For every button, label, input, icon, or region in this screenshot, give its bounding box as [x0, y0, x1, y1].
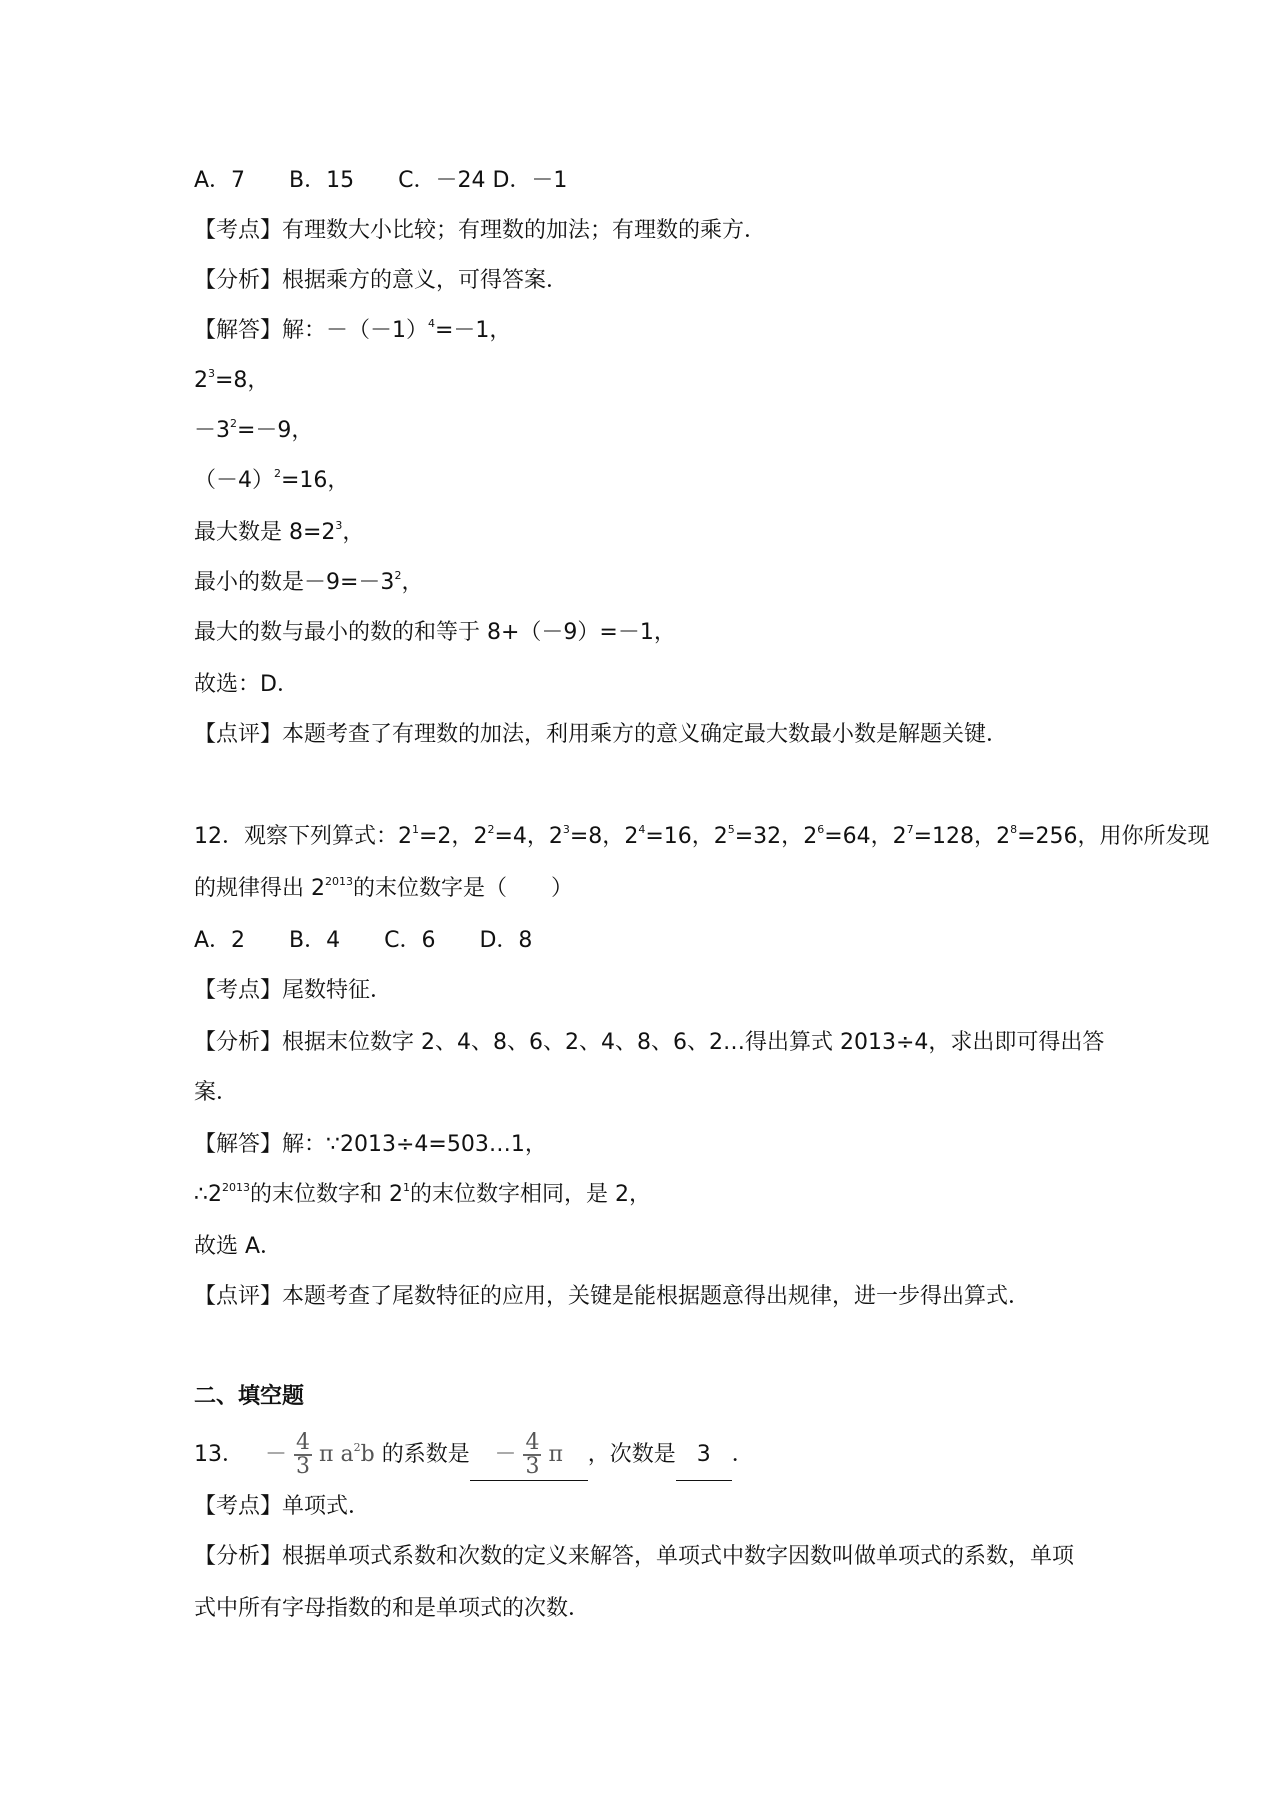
text: ． — [731, 1442, 754, 1467]
text: 【解答】解：－（－1） — [194, 318, 428, 343]
q11-step-3 — [194, 416, 313, 446]
variable-b: b — [360, 1442, 375, 1467]
exponent: 4 — [428, 317, 435, 330]
pi-symbol: π — [548, 1442, 563, 1467]
q11-dianping: 【点评】本题考查了有理数的加法，利用乘方的意义确定最大数最小数是解题关键． — [194, 722, 1009, 747]
power-term — [398, 824, 473, 849]
power-term — [624, 824, 713, 849]
q12-step-3: 故选 A． — [194, 1234, 283, 1259]
power-term — [803, 824, 892, 849]
q11-step-4 — [194, 466, 349, 496]
text: ， — [342, 520, 365, 545]
exponent: 2 — [230, 417, 237, 430]
section-heading: 二、填空题 — [194, 1384, 305, 1409]
fraction-denominator: 3 — [296, 1454, 311, 1479]
degree-answer-blank: 3 — [676, 1430, 732, 1481]
power-term — [473, 824, 548, 849]
power-term — [893, 824, 996, 849]
power-term — [549, 824, 624, 849]
fraction-numerator: 4 — [525, 1430, 540, 1455]
variable-a: a — [340, 1442, 354, 1467]
exponent: 3 — [335, 519, 343, 532]
q13-expression — [265, 1430, 382, 1479]
exponent: 2 — [274, 467, 281, 480]
power-base: 2 — [713, 824, 728, 849]
power-exponent: 5 — [727, 823, 735, 836]
q12-stem-2 — [194, 874, 573, 904]
q12-dianping: 【点评】本题考查了尾数特征的应用，关键是能根据题意得出规律，进一步得出算式． — [194, 1284, 1031, 1309]
power-value: =2， — [419, 824, 474, 849]
q12-power-list — [398, 824, 1100, 849]
q11-kaodian: 【考点】有理数大小比较；有理数的加法；有理数的乘方． — [194, 218, 767, 243]
power-base: 2 — [624, 824, 639, 849]
power-base: 2 — [548, 824, 563, 849]
power-exponent: 2 — [487, 823, 495, 836]
text: =－9， — [237, 418, 314, 443]
power-value: =128， — [913, 824, 997, 849]
text: 2 — [194, 368, 208, 393]
power-exponent: 3 — [562, 823, 570, 836]
text: －3 — [194, 418, 230, 443]
fraction-numerator: 4 — [296, 1430, 311, 1455]
q12-options: A．2 B．4 C．6 D．8 — [194, 928, 533, 953]
q12-kaodian: 【考点】尾数特征． — [194, 978, 393, 1003]
exponent: 2 — [394, 569, 402, 582]
q13-kaodian: 【考点】单项式． — [194, 1494, 371, 1519]
power-exponent: 8 — [1010, 823, 1018, 836]
q13-number: 13． — [194, 1442, 244, 1467]
q12-fenxi-cont: 案． — [194, 1080, 239, 1105]
q11-step-5 — [194, 518, 364, 548]
exponent: 2013 — [222, 1181, 250, 1194]
power-exponent: 6 — [817, 823, 825, 836]
q12-jieda: 【解答】解：∵2013÷4=503…1， — [194, 1132, 547, 1157]
text: 最小的数是－9=－3 — [194, 570, 395, 595]
text: ， — [401, 570, 424, 595]
power-base: 2 — [892, 824, 907, 849]
exponent: 3 — [208, 367, 215, 380]
text: ∴2 — [194, 1182, 222, 1207]
power-exponent: 1 — [412, 823, 419, 836]
q11-options: A．7 B．15 C．－24 D．－1 — [194, 168, 568, 193]
power-value: =4， — [494, 824, 549, 849]
coefficient-answer-blank — [470, 1430, 588, 1481]
exponent: 1 — [403, 1181, 410, 1194]
fraction — [523, 1432, 541, 1478]
power-exponent: 7 — [906, 823, 914, 836]
fraction-denominator: 3 — [525, 1454, 540, 1479]
answer-coefficient — [494, 1430, 563, 1479]
q12-stem — [194, 822, 1210, 852]
text: =8， — [215, 368, 270, 393]
text: （－4） — [194, 468, 274, 493]
q11-step-7: 最大的数与最小的数的和等于 8+（－9）=－1， — [194, 620, 676, 645]
text: 的末位数字是（ ） — [353, 876, 574, 901]
power-value: =256， — [1017, 824, 1100, 849]
exponent: 2013 — [325, 875, 353, 888]
power-base: 2 — [398, 824, 412, 849]
text: 的规律得出 2 — [194, 876, 325, 901]
text: 的末位数字相同，是 2， — [410, 1182, 651, 1207]
power-value: =8， — [569, 824, 625, 849]
text: ，次数是 — [587, 1442, 676, 1467]
pi-symbol: π — [319, 1442, 334, 1467]
power-base: 2 — [473, 824, 488, 849]
q11-step-8: 故选：D． — [194, 672, 299, 697]
exponent: 2 — [353, 1441, 361, 1454]
q12-step-2 — [194, 1180, 651, 1210]
text: 用你所发现 — [1099, 824, 1210, 849]
q12-fenxi: 【分析】根据末位数字 2、4、8、6、2、4、8、6、2…得出算式 2013÷4，求出即可得出答 — [194, 1030, 1105, 1055]
power-term — [996, 824, 1099, 849]
power-term — [714, 824, 803, 849]
q12-number: 12．观察下列算式： — [194, 824, 398, 849]
power-value: =16， — [645, 824, 714, 849]
minus-sign: － — [494, 1442, 517, 1467]
q11-step-6 — [194, 568, 423, 598]
text: 的系数是 — [381, 1442, 470, 1467]
q13-stem — [194, 1430, 754, 1481]
q11-fenxi: 【分析】根据乘方的意义，可得答案． — [194, 268, 569, 293]
text: 的末位数字和 2 — [250, 1182, 403, 1207]
fraction — [294, 1432, 312, 1478]
q11-step-2 — [194, 366, 269, 396]
power-base: 2 — [996, 824, 1011, 849]
q11-jieda — [194, 316, 511, 346]
minus-sign: － — [265, 1442, 288, 1467]
text: =16， — [281, 468, 350, 493]
text: 最大数是 8=2 — [194, 520, 336, 545]
q13-fenxi-cont: 式中所有字母指数的和是单项式的次数． — [194, 1596, 591, 1621]
power-value: =64， — [824, 824, 893, 849]
text: =－1， — [435, 318, 512, 343]
power-exponent: 4 — [638, 823, 646, 836]
q13-fenxi: 【分析】根据单项式系数和次数的定义来解答，单项式中数字因数叫做单项式的系数，单项 — [194, 1544, 1075, 1569]
power-base: 2 — [803, 824, 818, 849]
power-value: =32， — [734, 824, 804, 849]
